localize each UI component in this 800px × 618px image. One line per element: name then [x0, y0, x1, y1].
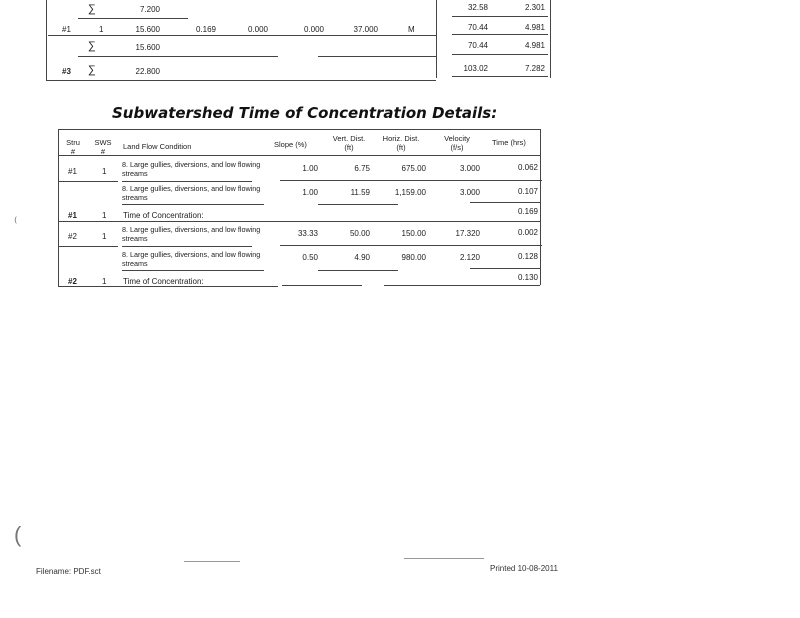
header-horiz-dist: Horiz. Dist. (ft): [382, 134, 420, 152]
cell-value: 7.282: [524, 64, 545, 73]
sws-id: 1: [99, 25, 104, 34]
time-value: 0.107: [517, 187, 538, 196]
table-border-right: [540, 129, 541, 285]
slope-value: 33.33: [297, 229, 318, 238]
velocity-value: 3.000: [459, 188, 480, 197]
scan-mark: ⁽: [14, 214, 18, 230]
cell-value: 0.000: [303, 25, 324, 34]
sws-id: 1: [102, 277, 107, 286]
scan-mark: (: [14, 522, 22, 547]
land-flow-condition: 8. Large gullies, diversions, and low flowing streams: [122, 184, 261, 202]
vert-dist-value: 11.59: [350, 188, 370, 197]
land-flow-condition: 8. Large gullies, diversions, and low flowing streams: [122, 160, 261, 178]
velocity-value: 2.120: [459, 253, 480, 262]
cell-value: 70.44: [467, 23, 488, 32]
stru-id: #1: [62, 25, 71, 34]
time-value: 0.062: [517, 163, 538, 172]
time-of-concentration-label: Time of Concentration:: [123, 211, 204, 220]
horiz-dist-value: 1,159.00: [394, 188, 426, 197]
sws-id: 1: [102, 232, 107, 241]
stru-id: #1: [68, 167, 77, 176]
sws-id: 1: [102, 211, 107, 220]
time-value: 0.002: [517, 228, 538, 237]
horiz-dist-value: 150.00: [401, 229, 426, 238]
cell-value: 4.981: [524, 41, 545, 50]
time-total-value: 0.130: [517, 273, 538, 282]
cell-value: 2.301: [524, 3, 545, 12]
cell-value: 4.981: [524, 23, 545, 32]
section-title: Subwatershed Time of Concentration Details:: [112, 104, 498, 122]
time-total-value: 0.169: [517, 207, 538, 216]
header-velocity: Velocity (f/s): [444, 134, 470, 152]
velocity-value: 17.320: [455, 229, 480, 238]
cell-value: 103.02: [463, 64, 488, 73]
cell-value: 32.58: [467, 3, 488, 12]
velocity-value: 3.000: [459, 164, 480, 173]
slope-value: 1.00: [302, 188, 318, 197]
time-value: 0.128: [517, 252, 538, 261]
horiz-dist-value: 980.00: [401, 253, 426, 262]
land-flow-condition: 8. Large gullies, diversions, and low flowing streams: [122, 225, 261, 243]
footer-filename: Filename: PDF.sct: [36, 567, 101, 576]
vert-dist-value: 4.90: [354, 253, 370, 262]
length-value: 22.800: [135, 67, 160, 76]
stru-id: #2: [68, 277, 77, 286]
length-value: 7.200: [139, 5, 160, 14]
vert-dist-value: 6.75: [354, 164, 370, 173]
time-of-concentration-label: Time of Concentration:: [123, 277, 204, 286]
header-sws: SWS #: [94, 138, 112, 156]
header-vert-dist: Vert. Dist. (ft): [332, 134, 366, 152]
cell-value: 37.000: [353, 25, 378, 34]
header-slope: Slope (%): [274, 140, 307, 149]
slope-value: 0.50: [302, 253, 318, 262]
stru-id: #1: [68, 211, 77, 220]
header-land-flow: Land Flow Condition: [123, 142, 192, 151]
table-border-mid: [436, 0, 437, 78]
cell-value: 0.169: [195, 25, 216, 34]
header-time: Time (hrs): [492, 138, 526, 147]
length-value: 15.600: [135, 43, 160, 52]
cell-value: M: [408, 25, 415, 34]
sum-symbol: ∑: [88, 40, 96, 52]
sum-symbol: ∑: [88, 3, 96, 15]
header-stru: Stru #: [66, 138, 80, 156]
land-flow-condition: 8. Large gullies, diversions, and low flowing streams: [122, 250, 261, 268]
vert-dist-value: 50.00: [349, 229, 370, 238]
table-border-left: [46, 0, 47, 80]
length-value: 15.600: [135, 25, 160, 34]
sum-symbol: ∑: [88, 64, 96, 76]
table-border-right: [550, 0, 551, 78]
cell-value: 0.000: [247, 25, 268, 34]
stru-id: #3: [62, 67, 71, 76]
stru-id: #2: [68, 232, 77, 241]
slope-value: 1.00: [302, 164, 318, 173]
footer-printed-date: Printed 10-08-2011: [490, 564, 558, 573]
cell-value: 70.44: [467, 41, 488, 50]
table-border-left: [58, 129, 59, 287]
horiz-dist-value: 675.00: [401, 164, 426, 173]
sws-id: 1: [102, 167, 107, 176]
